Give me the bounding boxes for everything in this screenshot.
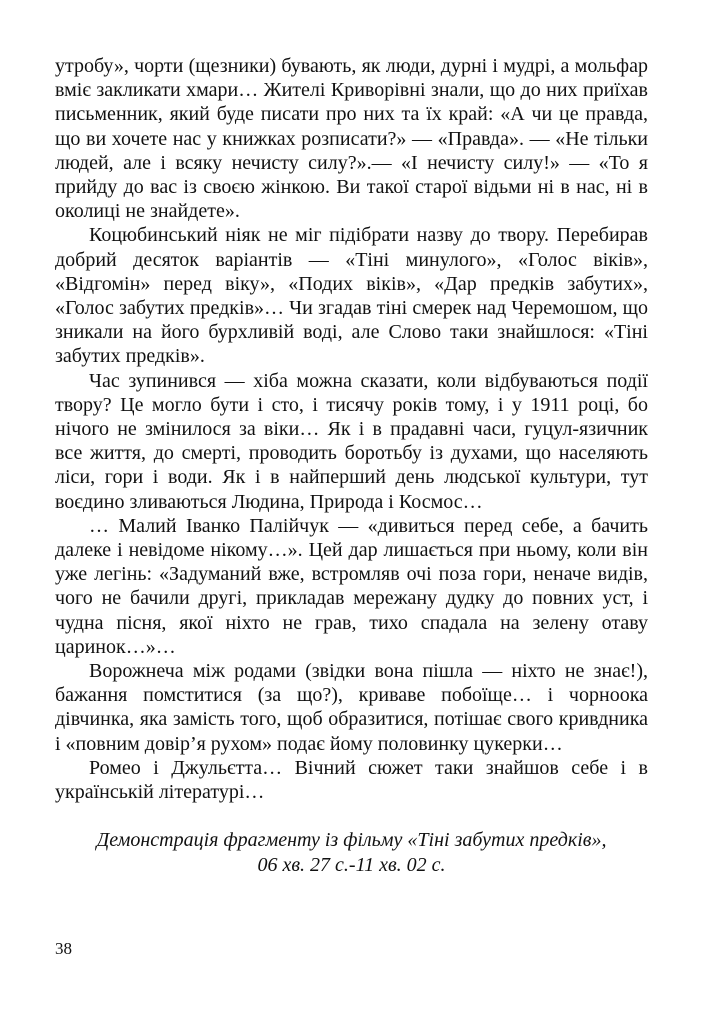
paragraph-3: Час зупинився — хіба можна сказати, коли відбуваються події твору? Це могло бути і сто, і тисячу років тому, і у 1911 році, бо нічого не змінилося за віки… Як і в прадавні часи, гуцул-язичник все життя, до смерті, проводить боротьбу із духами, що населяють ліси, гори і води. Як і в найперший день людської культури, тут воєдино зливаються Людина, Природа і Космос…	[55, 369, 648, 513]
film-caption-line-2: 06 хв. 27 с.-11 хв. 02 с.	[257, 853, 446, 876]
paragraph-2: Коцюбинський ніяк не міг підібрати назву до твору. Перебирав добрий десяток варіантів — «Тіні минулого», «Голос віків», «Відгомін» перед віку», «Подих віків», «Дар предків забутих», «Голос забутих предків»… Чи згадав тіні смерек над Черемошом, що зникали на його бурхливій воді, але Слово таки знайшлося: «Тіні забутих предків».	[55, 224, 648, 368]
paragraph-6: Ромео і Джульєтта… Вічний сюжет таки знайшов себе і в українській літературі…	[55, 756, 648, 804]
film-caption-line-1: Демонстрація фрагменту із фільму «Тіні забутих предків»,	[96, 829, 607, 852]
document-page	[55, 54, 648, 877]
page-number: 38	[55, 939, 72, 958]
paragraph-4: … Малий Іванко Палійчук — «дивиться перед себе, а бачить далеке і невідоме нікому…». Цей дар лишається при ньому, коли він уже легінь: «Задуманий вже, встромляв очі поза гори, неначе видів, чого не бачили другі, прикладав мережану дудку до повних уст, і чудна пісня, якої ніхто не грав, тихо спадала на зелену отаву царинок…»…	[55, 514, 648, 658]
film-caption	[55, 828, 648, 877]
paragraph-5: Ворожнеча між родами (звідки вона пішла — ніхто не знає!), бажання помститися (за що?), криваве побоїще… і чорноока дівчинка, яка замість того, щоб образитися, потішає свого кривдника і «повним довір’я рухом» подає йому половинку цукерки…	[55, 660, 648, 755]
paragraph-1: утробу», чорти (щезники) бувають, як люди, дурні і мудрі, а мольфар вміє закликати хмари… Жителі Криворівні знали, що до них приїхав письменник, який буде писати про них та їх край: «А чи це правда, що ви хочете нас у книжках розписати?» — «Правда». — «Не тільки людей, але і всяку нечисту силу?».— «І нечисту силу!» — «То я прийду до вас із своєю жінкою. Ви такої старої відьми ні в нас, ні в околиці не знайдете».	[55, 55, 648, 223]
